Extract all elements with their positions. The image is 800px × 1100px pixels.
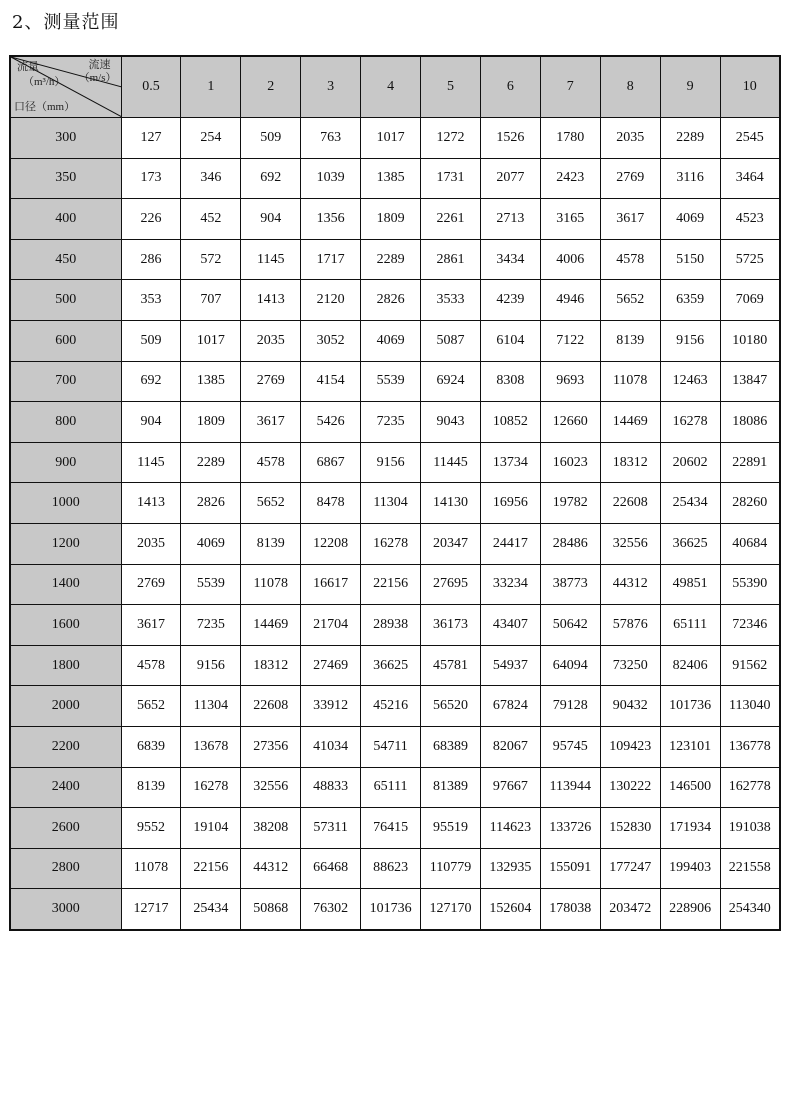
table-row [10,564,780,605]
flow-value-cell: 43407 [480,605,540,646]
flow-value-cell: 2861 [421,239,481,280]
flow-value-cell: 152604 [480,889,540,930]
diameter-cell: 1400 [10,564,121,605]
table-row [10,239,780,280]
flow-value-cell: 7235 [181,605,241,646]
table-row [10,320,780,361]
flow-value-cell: 199403 [660,848,720,889]
flow-value-cell: 57311 [301,808,361,849]
flow-value-cell: 3434 [480,239,540,280]
flow-value-cell: 4946 [540,280,600,321]
flow-value-cell: 5725 [720,239,780,280]
table-row [10,605,780,646]
measurement-range-table [9,55,781,931]
flow-value-cell: 73250 [600,645,660,686]
diameter-cell: 600 [10,320,121,361]
flow-value-cell: 97667 [480,767,540,808]
flow-value-cell: 38208 [241,808,301,849]
flow-value-cell: 173 [121,158,181,199]
flow-value-cell: 1356 [301,199,361,240]
flow-value-cell: 76415 [361,808,421,849]
flow-value-cell: 13847 [720,361,780,402]
flow-value-cell: 4578 [121,645,181,686]
velocity-header: 7 [540,56,600,118]
flow-value-cell: 5652 [600,280,660,321]
table-corner-header [10,56,121,118]
table-row [10,483,780,524]
flow-value-cell: 1780 [540,118,600,159]
flow-value-cell: 11078 [121,848,181,889]
diameter-cell: 1600 [10,605,121,646]
flow-value-cell: 50868 [241,889,301,930]
table-body [10,118,780,930]
flow-value-cell: 7069 [720,280,780,321]
flow-value-cell: 4069 [660,199,720,240]
velocity-header: 5 [421,56,481,118]
flow-value-cell: 9156 [181,645,241,686]
flow-value-cell: 3617 [600,199,660,240]
velocity-header: 6 [480,56,540,118]
flow-value-cell: 1272 [421,118,481,159]
flow-value-cell: 7235 [361,402,421,443]
flow-value-cell: 127170 [421,889,481,930]
diameter-cell: 300 [10,118,121,159]
flow-value-cell: 68389 [421,726,481,767]
flow-value-cell: 254340 [720,889,780,930]
flow-value-cell: 18086 [720,402,780,443]
flow-value-cell: 81389 [421,767,481,808]
flow-value-cell: 203472 [600,889,660,930]
flow-value-cell: 4069 [181,523,241,564]
flow-value-cell: 65111 [361,767,421,808]
diameter-cell: 3000 [10,889,121,930]
flow-value-cell: 5539 [181,564,241,605]
flow-value-cell: 18312 [241,645,301,686]
velocity-header: 0.5 [121,56,181,118]
corner-diameter-label: 口径（mm） [14,101,76,113]
flow-value-cell: 14469 [600,402,660,443]
flow-value-cell: 33912 [301,686,361,727]
flow-value-cell: 79128 [540,686,600,727]
flow-value-cell: 1017 [181,320,241,361]
flow-value-cell: 25434 [660,483,720,524]
flow-value-cell: 50642 [540,605,600,646]
flow-value-cell: 36625 [660,523,720,564]
flow-value-cell: 12463 [660,361,720,402]
flow-value-cell: 2769 [241,361,301,402]
flow-value-cell: 1717 [301,239,361,280]
flow-value-cell: 40684 [720,523,780,564]
flow-value-cell: 8139 [241,523,301,564]
velocity-header: 4 [361,56,421,118]
flow-value-cell: 25434 [181,889,241,930]
flow-value-cell: 2545 [720,118,780,159]
flow-value-cell: 4154 [301,361,361,402]
flow-value-cell: 55390 [720,564,780,605]
flow-value-cell: 2423 [540,158,600,199]
flow-value-cell: 509 [121,320,181,361]
flow-value-cell: 254 [181,118,241,159]
flow-value-cell: 22156 [181,848,241,889]
section-title: 2、测量范围 [12,12,120,33]
flow-value-cell: 54937 [480,645,540,686]
flow-value-cell: 82406 [660,645,720,686]
flow-value-cell: 191038 [720,808,780,849]
velocity-header: 9 [660,56,720,118]
flow-value-cell: 221558 [720,848,780,889]
flow-value-cell: 1017 [361,118,421,159]
diameter-cell: 2200 [10,726,121,767]
table-row [10,848,780,889]
flow-value-cell: 95519 [421,808,481,849]
flow-value-cell: 763 [301,118,361,159]
flow-value-cell: 20602 [660,442,720,483]
flow-value-cell: 452 [181,199,241,240]
flow-value-cell: 2035 [121,523,181,564]
flow-value-cell: 14130 [421,483,481,524]
flow-value-cell: 9693 [540,361,600,402]
flow-value-cell: 32556 [600,523,660,564]
flow-value-cell: 110779 [421,848,481,889]
flow-value-cell: 2826 [181,483,241,524]
flow-value-cell: 27695 [421,564,481,605]
table-row [10,686,780,727]
flow-value-cell: 146500 [660,767,720,808]
flow-value-cell: 1385 [361,158,421,199]
flow-value-cell: 6839 [121,726,181,767]
flow-value-cell: 130222 [600,767,660,808]
flow-value-cell: 11304 [181,686,241,727]
flow-value-cell: 28486 [540,523,600,564]
flow-value-cell: 11304 [361,483,421,524]
flow-value-cell: 67824 [480,686,540,727]
flow-value-cell: 16278 [181,767,241,808]
flow-value-cell: 177247 [600,848,660,889]
flow-value-cell: 65111 [660,605,720,646]
flow-value-cell: 228906 [660,889,720,930]
flow-value-cell: 28938 [361,605,421,646]
flow-value-cell: 66468 [301,848,361,889]
flow-value-cell: 57876 [600,605,660,646]
flow-value-cell: 155091 [540,848,600,889]
flow-value-cell: 8139 [121,767,181,808]
velocity-header: 2 [241,56,301,118]
flow-value-cell: 101736 [660,686,720,727]
diameter-cell: 500 [10,280,121,321]
flow-value-cell: 7122 [540,320,600,361]
flow-value-cell: 2289 [181,442,241,483]
flow-value-cell: 3116 [660,158,720,199]
diameter-cell: 1200 [10,523,121,564]
table-row [10,767,780,808]
table-row [10,442,780,483]
flow-value-cell: 707 [181,280,241,321]
diameter-cell: 2800 [10,848,121,889]
corner-speed-unit: （m/s） [78,72,117,84]
table-row [10,889,780,930]
flow-value-cell: 1413 [241,280,301,321]
flow-value-cell: 82067 [480,726,540,767]
flow-value-cell: 22156 [361,564,421,605]
flow-value-cell: 113944 [540,767,600,808]
flow-value-cell: 353 [121,280,181,321]
flow-value-cell: 41034 [301,726,361,767]
flow-value-cell: 9156 [660,320,720,361]
table-row [10,118,780,159]
flow-value-cell: 36173 [421,605,481,646]
flow-value-cell: 286 [121,239,181,280]
flow-value-cell: 127 [121,118,181,159]
flow-value-cell: 1145 [121,442,181,483]
diameter-cell: 900 [10,442,121,483]
flow-value-cell: 904 [241,199,301,240]
flow-value-cell: 54711 [361,726,421,767]
flow-value-cell: 136778 [720,726,780,767]
flow-value-cell: 9552 [121,808,181,849]
flow-value-cell: 5652 [241,483,301,524]
flow-value-cell: 1039 [301,158,361,199]
flow-value-cell: 2826 [361,280,421,321]
flow-value-cell: 44312 [241,848,301,889]
diameter-cell: 800 [10,402,121,443]
flow-value-cell: 56520 [421,686,481,727]
flow-value-cell: 10180 [720,320,780,361]
flow-value-cell: 6924 [421,361,481,402]
flow-value-cell: 2261 [421,199,481,240]
flow-value-cell: 2077 [480,158,540,199]
flow-value-cell: 20347 [421,523,481,564]
flow-value-cell: 346 [181,158,241,199]
flow-value-cell: 12717 [121,889,181,930]
flow-value-cell: 19782 [540,483,600,524]
flow-value-cell: 11078 [600,361,660,402]
flow-value-cell: 72346 [720,605,780,646]
flow-value-cell: 1526 [480,118,540,159]
flow-value-cell: 16956 [480,483,540,524]
flow-value-cell: 16023 [540,442,600,483]
flow-value-cell: 49851 [660,564,720,605]
flow-value-cell: 114623 [480,808,540,849]
corner-flow-unit: （m³/h） [23,76,66,88]
flow-value-cell: 572 [181,239,241,280]
flow-value-cell: 14469 [241,605,301,646]
flow-value-cell: 109423 [600,726,660,767]
diameter-cell: 2600 [10,808,121,849]
flow-value-cell: 8139 [600,320,660,361]
flow-value-cell: 4069 [361,320,421,361]
header-row [10,56,780,118]
flow-value-cell: 171934 [660,808,720,849]
flow-value-cell: 1385 [181,361,241,402]
flow-value-cell: 21704 [301,605,361,646]
table-row [10,523,780,564]
flow-value-cell: 3617 [121,605,181,646]
flow-value-cell: 5426 [301,402,361,443]
diameter-cell: 400 [10,199,121,240]
flow-value-cell: 133726 [540,808,600,849]
flow-value-cell: 2769 [600,158,660,199]
flow-value-cell: 1413 [121,483,181,524]
diameter-cell: 350 [10,158,121,199]
flow-value-cell: 4006 [540,239,600,280]
flow-value-cell: 178038 [540,889,600,930]
flow-value-cell: 2713 [480,199,540,240]
table-row [10,402,780,443]
flow-value-cell: 5652 [121,686,181,727]
flow-value-cell: 5087 [421,320,481,361]
flow-value-cell: 48833 [301,767,361,808]
flow-value-cell: 22608 [600,483,660,524]
flow-value-cell: 18312 [600,442,660,483]
diameter-cell: 1000 [10,483,121,524]
flow-value-cell: 132935 [480,848,540,889]
flow-value-cell: 45781 [421,645,481,686]
flow-value-cell: 44312 [600,564,660,605]
flow-value-cell: 2289 [361,239,421,280]
flow-value-cell: 16278 [361,523,421,564]
table-row [10,808,780,849]
corner-speed-label: 流速 [88,59,111,71]
flow-value-cell: 88623 [361,848,421,889]
flow-value-cell: 1731 [421,158,481,199]
flow-value-cell: 5539 [361,361,421,402]
flow-value-cell: 45216 [361,686,421,727]
flow-value-cell: 27469 [301,645,361,686]
flow-value-cell: 2289 [660,118,720,159]
flow-value-cell: 3464 [720,158,780,199]
diameter-cell: 700 [10,361,121,402]
flow-value-cell: 2035 [600,118,660,159]
diameter-cell: 1800 [10,645,121,686]
flow-value-cell: 22608 [241,686,301,727]
flow-value-cell: 8308 [480,361,540,402]
table-row [10,158,780,199]
flow-value-cell: 4239 [480,280,540,321]
diameter-cell: 2400 [10,767,121,808]
flow-value-cell: 1809 [181,402,241,443]
velocity-header: 10 [720,56,780,118]
flow-value-cell: 33234 [480,564,540,605]
flow-value-cell: 4578 [241,442,301,483]
flow-value-cell: 3533 [421,280,481,321]
flow-value-cell: 11078 [241,564,301,605]
corner-flow-label: 流量 [17,61,39,73]
flow-value-cell: 123101 [660,726,720,767]
flow-value-cell: 1809 [361,199,421,240]
flow-value-cell: 16617 [301,564,361,605]
table-row [10,361,780,402]
flow-value-cell: 5150 [660,239,720,280]
flow-value-cell: 16278 [660,402,720,443]
flow-value-cell: 90432 [600,686,660,727]
flow-value-cell: 11445 [421,442,481,483]
flow-value-cell: 2769 [121,564,181,605]
flow-value-cell: 13678 [181,726,241,767]
flow-value-cell: 19104 [181,808,241,849]
flow-value-cell: 32556 [241,767,301,808]
diameter-cell: 2000 [10,686,121,727]
flow-value-cell: 113040 [720,686,780,727]
flow-value-cell: 4523 [720,199,780,240]
flow-value-cell: 24417 [480,523,540,564]
table-row [10,199,780,240]
flow-value-cell: 91562 [720,645,780,686]
flow-value-cell: 692 [121,361,181,402]
flow-value-cell: 36625 [361,645,421,686]
flow-value-cell: 9043 [421,402,481,443]
flow-value-cell: 904 [121,402,181,443]
flow-value-cell: 38773 [540,564,600,605]
flow-value-cell: 6104 [480,320,540,361]
flow-value-cell: 27356 [241,726,301,767]
flow-value-cell: 76302 [301,889,361,930]
flow-value-cell: 13734 [480,442,540,483]
flow-value-cell: 10852 [480,402,540,443]
flow-value-cell: 162778 [720,767,780,808]
flow-value-cell: 22891 [720,442,780,483]
table-row [10,280,780,321]
flow-value-cell: 12208 [301,523,361,564]
flow-value-cell: 1145 [241,239,301,280]
flow-value-cell: 28260 [720,483,780,524]
table-row [10,726,780,767]
flow-value-cell: 3617 [241,402,301,443]
flow-value-cell: 152830 [600,808,660,849]
flow-value-cell: 2120 [301,280,361,321]
table-row [10,645,780,686]
diameter-cell: 450 [10,239,121,280]
flow-value-cell: 9156 [361,442,421,483]
velocity-header: 8 [600,56,660,118]
flow-value-cell: 4578 [600,239,660,280]
flow-value-cell: 3165 [540,199,600,240]
flow-value-cell: 64094 [540,645,600,686]
flow-value-cell: 226 [121,199,181,240]
velocity-header: 1 [181,56,241,118]
flow-value-cell: 6867 [301,442,361,483]
flow-value-cell: 101736 [361,889,421,930]
flow-value-cell: 95745 [540,726,600,767]
flow-value-cell: 692 [241,158,301,199]
flow-value-cell: 2035 [241,320,301,361]
flow-value-cell: 6359 [660,280,720,321]
flow-value-cell: 12660 [540,402,600,443]
flow-value-cell: 509 [241,118,301,159]
flow-value-cell: 3052 [301,320,361,361]
velocity-header: 3 [301,56,361,118]
flow-value-cell: 8478 [301,483,361,524]
